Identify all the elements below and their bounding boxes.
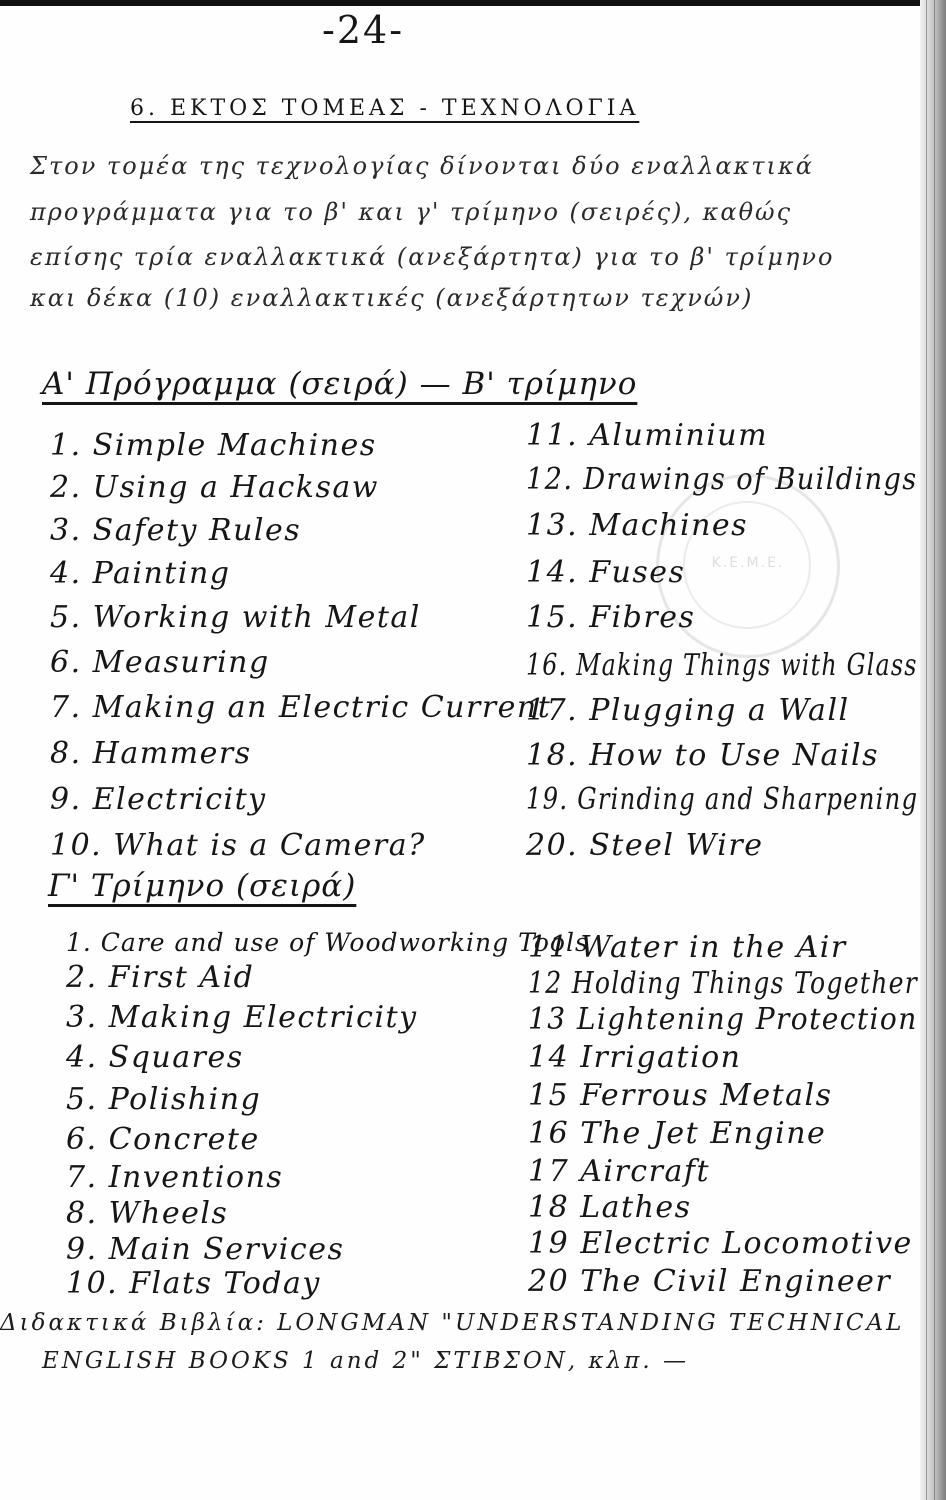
textbooks-line: Διδακτικά Βιβλία: LONGMAN "UNDERSTANDING TECHNICAL [0,1310,905,1336]
list-item: 6. Concrete [66,1122,260,1157]
list-item: 7. Inventions [66,1160,284,1195]
list-item: 7. Making an Electric Current [50,690,552,725]
list-item: 9. Electricity [50,782,267,817]
list-item: 4. Squares [66,1040,244,1075]
list-item: 17 Aircraft [528,1154,710,1189]
list-item: 8. Hammers [50,736,252,771]
section-heading: 6. ΕΚΤΟΣ ΤΟΜΕΑΣ - ΤΕΧΝΟΛΟΓΙΑ [130,96,640,121]
intro-line: προγράμματα για το β' και γ' τρίμηνο (σειρές), καθώς [30,198,793,226]
list-item: 16. Making Things with Glass [526,648,918,683]
list-item: 13 Lightening Protection [528,1002,918,1037]
list-item: 2. Using a Hacksaw [50,470,379,505]
page-top-edge [0,0,946,6]
list-item: 18. How to Use Nails [526,738,880,773]
intro-line: και δέκα (10) εναλλακτικές (ανεξάρτητων τεχνών) [30,284,754,312]
list-item: 19 Electric Locomotive [528,1226,913,1261]
list-item: 10. What is a Camera? [50,828,426,863]
list-item: 12 Holding Things Together [528,966,919,1001]
list-item: 12. Drawings of Buildings [526,462,918,497]
list-item: 5. Polishing [66,1082,262,1117]
list-item: 10. Flats Today [66,1266,321,1301]
list-item: 3. Safety Rules [50,513,302,548]
list-item: 18 Lathes [528,1190,692,1225]
textbooks-line: ENGLISH BOOKS 1 and 2" ΣΤΙΒΣΟΝ, κλπ. — [42,1348,689,1374]
list-item: 4. Painting [50,556,231,591]
list-item: 8. Wheels [66,1196,229,1231]
list-item: 14 Irrigation [528,1040,742,1075]
list-item: 9. Main Services [66,1232,345,1267]
list-item: 20. Steel Wire [526,828,764,863]
page-number: -24- [322,8,405,52]
program-a-heading: Α' Πρόγραμμα (σειρά) — Β' τρίμηνο [42,366,638,402]
list-item: 16 The Jet Engine [528,1116,827,1151]
list-item: 17. Plugging a Wall [526,693,850,728]
intro-line: επίσης τρία εναλλακτικά (ανεξάρτητα) για το β' τρίμηνο [30,243,835,271]
list-item: 3. Making Electricity [66,1000,418,1035]
book-binding-edge [920,0,946,1500]
list-item: 19. Grinding and Sharpening [526,782,919,817]
list-item: 1. Care and use of Woodworking Tools [66,928,589,957]
list-item: 15 Ferrous Metals [528,1078,833,1113]
list-item: 20 The Civil Engineer [528,1264,892,1299]
intro-line: Στον τομέα της τεχνολογίας δίνονται δύο εναλλακτικά [30,152,814,180]
program-g-heading: Γ' Τρίμηνο (σειρά) [48,868,357,904]
list-item: 13. Machines [526,508,749,543]
list-item: 14. Fuses [526,555,686,590]
list-item: 6. Measuring [50,645,270,680]
stamp-lettering: Κ.Ε.Μ.Ε. [711,555,785,571]
list-item: 11 Water in the Air [528,930,847,965]
list-item: 5. Working with Metal [50,600,421,635]
list-item: 15. Fibres [526,600,696,635]
list-item: 11. Aluminium [526,418,769,453]
list-item: 1. Simple Machines [50,428,377,463]
list-item: 2. First Aid [66,960,255,995]
